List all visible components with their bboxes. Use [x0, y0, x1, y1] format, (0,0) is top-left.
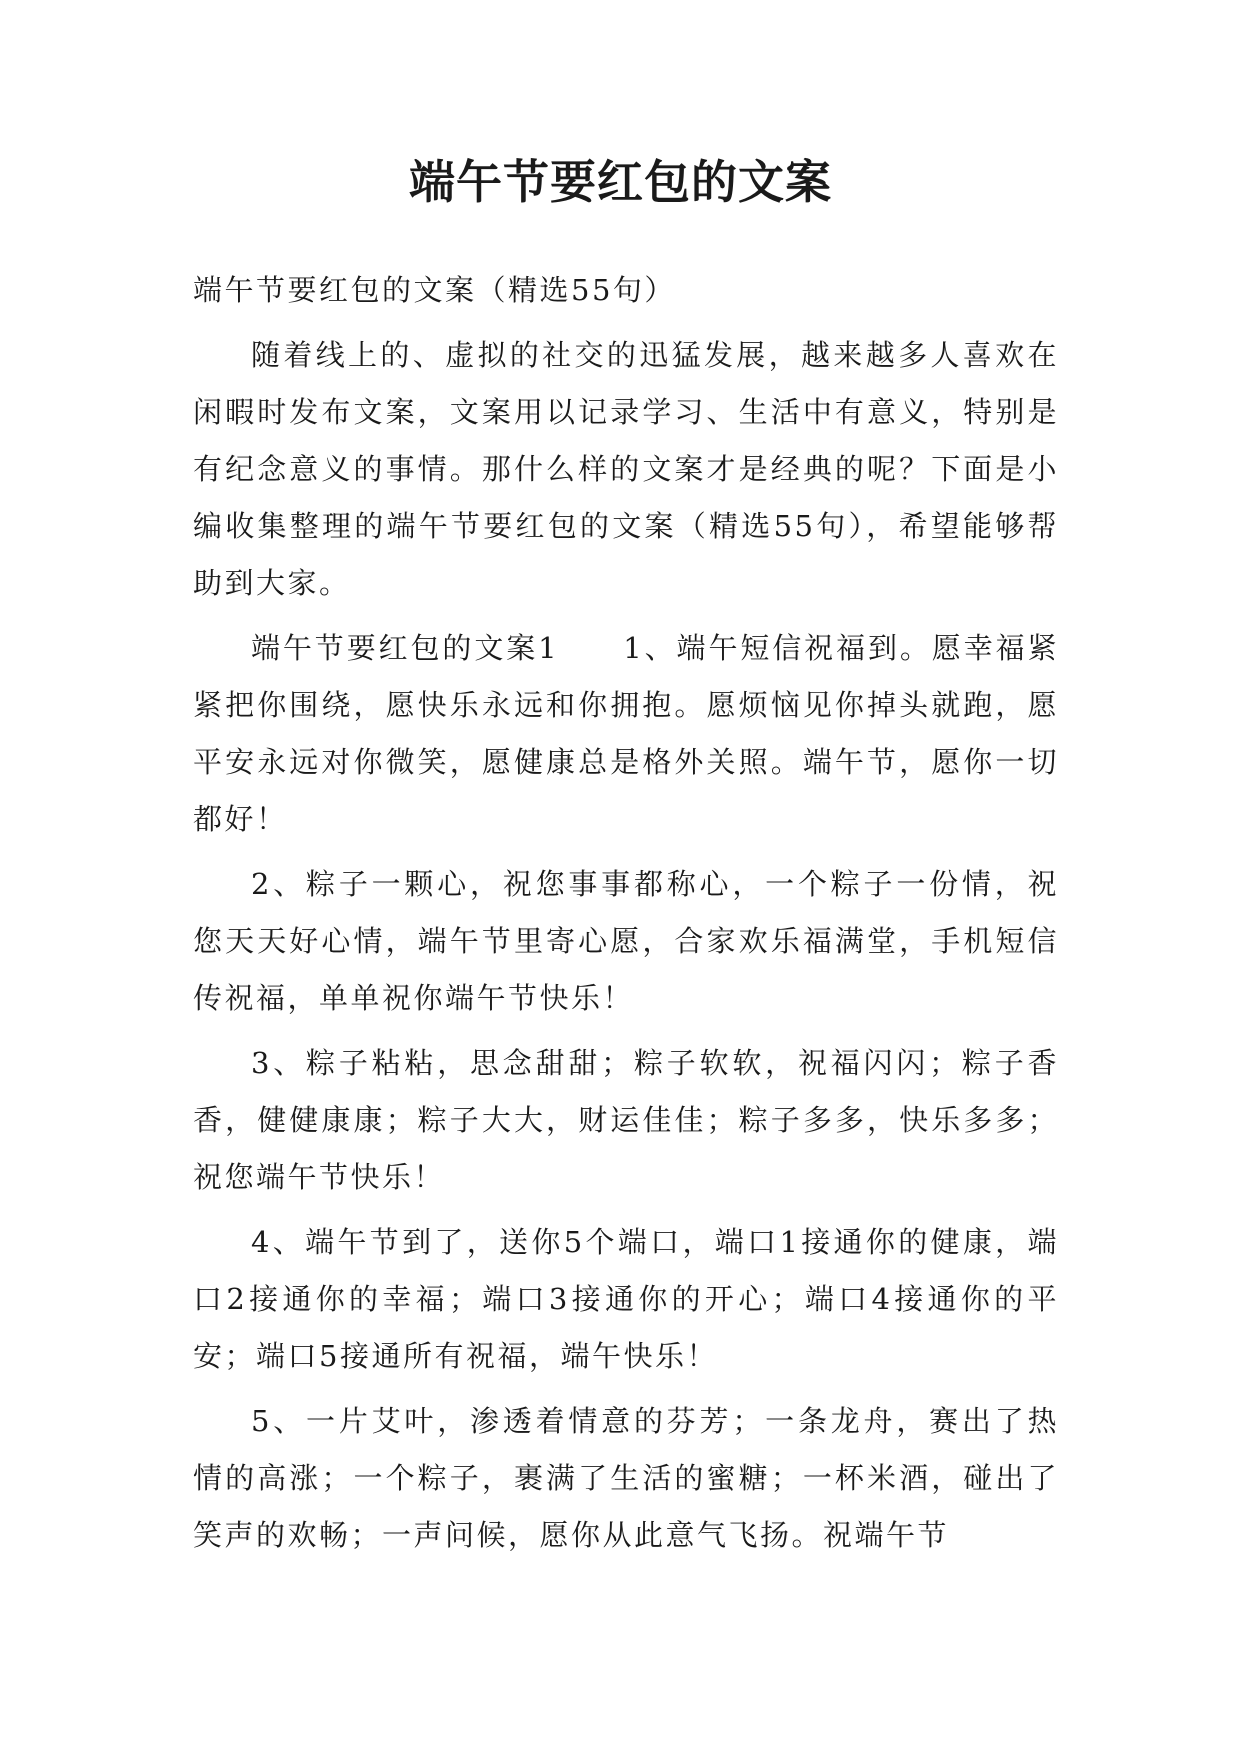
document-title: 端午节要红包的文案 [409, 155, 832, 209]
paragraph-3: 3、粽子粘粘，思念甜甜；粽子软软，祝福闪闪；粽子香香，健健康康；粽子大大，财运佳佳；粽子多多，快乐多多；祝您端午节快乐！ [193, 1046, 1059, 1194]
paragraph-5: 5、一片艾叶，渗透着情意的芬芳；一条龙舟，赛出了热情的高涨；一个粽子，裹满了生活的蜜糖；一杯米酒，碰出了笑声的欢畅；一声问候，愿你从此意气飞扬。祝端午节 [193, 1404, 1059, 1552]
document-body [193, 262, 1059, 1572]
paragraph-1: 端午节要红包的文案1 1、端午短信祝福到。愿幸福紧紧把你围绕，愿快乐永远和你拥抱。愿烦恼见你掉头就跑，愿平安永远对你微笑，愿健康总是格外关照。端午节，愿你一切都好！ [193, 631, 1059, 836]
document-subtitle: 端午节要红包的文案（精选55句） [193, 273, 676, 307]
paragraph-4: 4、端午节到了，送你5个端口，端口1接通你的健康，端口2接通你的幸福；端口3接通你的开心；端口4接通你的平安；端口5接通所有祝福，端午快乐！ [193, 1225, 1059, 1373]
paragraph-2: 2、粽子一颗心，祝您事事都称心，一个粽子一份情，祝您天天好心情，端午节里寄心愿，合家欢乐福满堂，手机短信传祝福，单单祝你端午节快乐！ [193, 867, 1059, 1015]
intro-paragraph: 随着线上的、虚拟的社交的迅猛发展，越来越多人喜欢在闲暇时发布文案，文案用以记录学习、生活中有意义，特别是有纪念意义的事情。那什么样的文案才是经典的呢？下面是小编收集整理的端午节要红包的文案（精选55句），希望能够帮助到大家。 [193, 338, 1059, 600]
